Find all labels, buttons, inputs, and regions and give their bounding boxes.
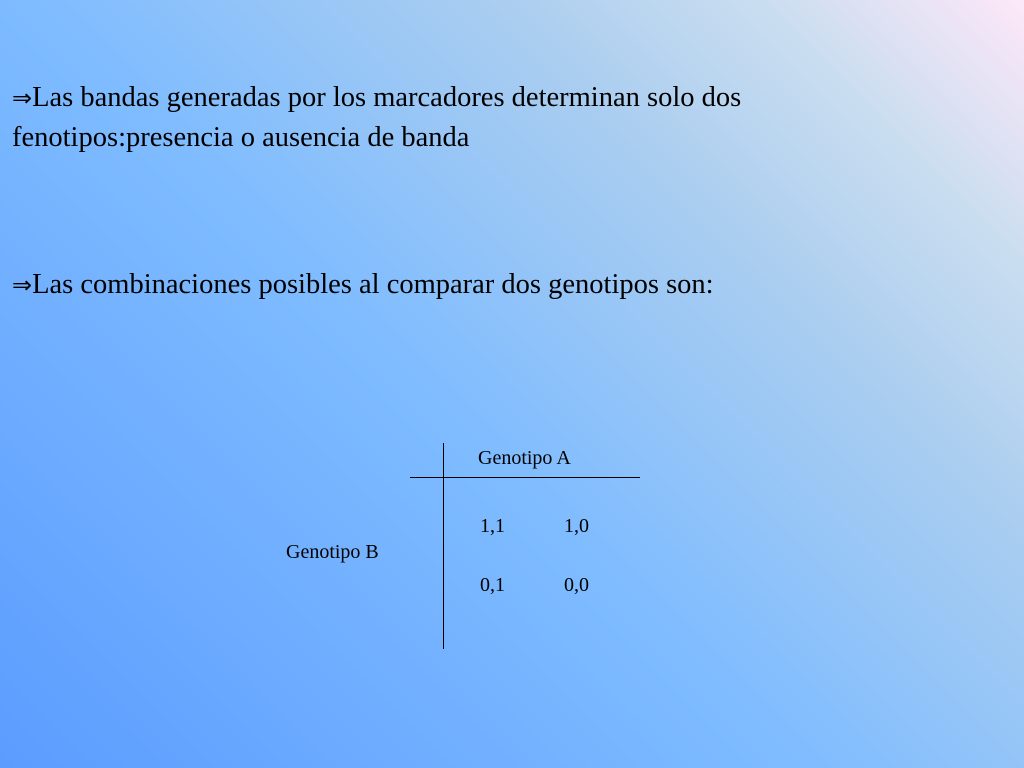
table-horizontal-divider (410, 477, 640, 478)
bullet-text: Las bandas generadas por los marcadores determinan solo dos (32, 82, 742, 113)
row-header-genotipo-b: Genotipo B (286, 541, 379, 563)
bullet-line (12, 265, 714, 305)
bullet-line (12, 78, 741, 118)
table-cell: 0,1 (480, 574, 505, 596)
bullet-line-continued: fenotipos:presencia o ausencia de banda (12, 122, 470, 153)
table-cell: 0,0 (564, 574, 589, 596)
table-vertical-divider (443, 443, 444, 649)
bullet-text: Las combinaciones posibles al comparar dos genotipos son: (32, 269, 714, 300)
table-cell: 1,0 (564, 515, 589, 537)
double-arrow-icon: ⇒ (12, 271, 33, 299)
table-cell: 1,1 (480, 515, 505, 537)
bullet-text-combinations (12, 265, 714, 305)
column-header-genotipo-a: Genotipo A (478, 447, 571, 469)
double-arrow-icon: ⇒ (12, 84, 33, 112)
bullet-text-bands (12, 78, 741, 158)
